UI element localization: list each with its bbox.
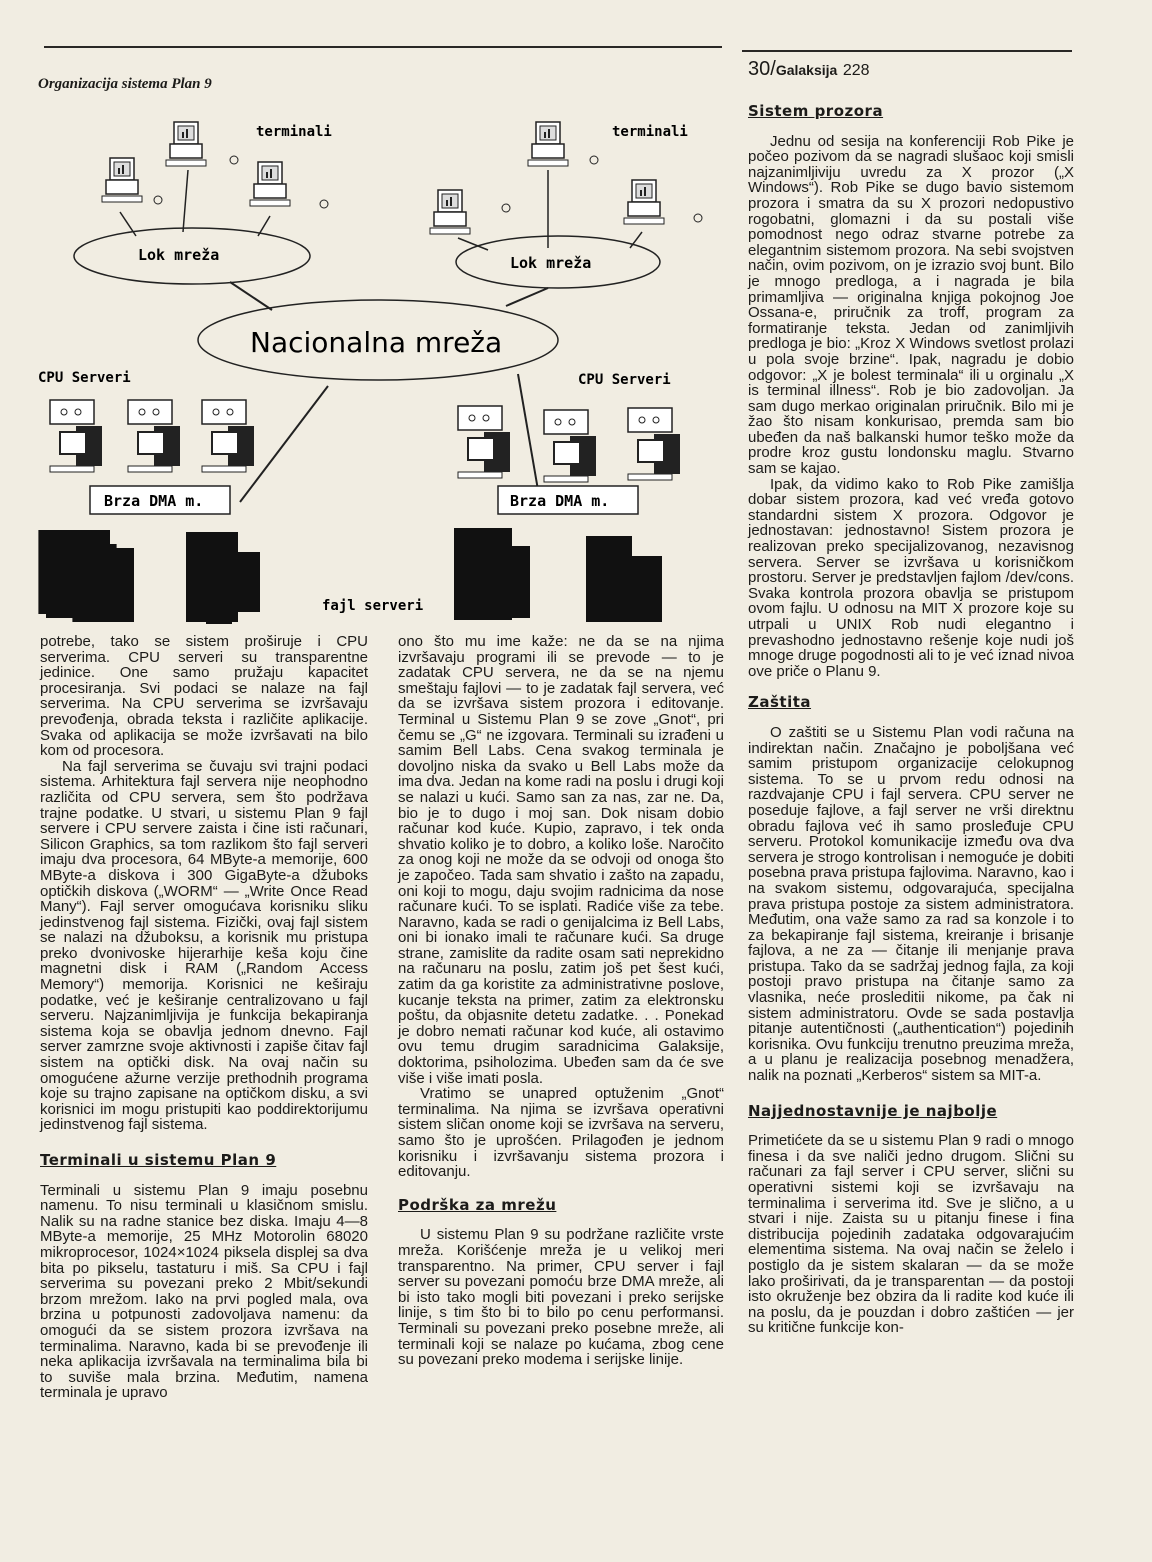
terminal-icon (166, 122, 206, 166)
header-rule-right (742, 50, 1072, 52)
col1-paragraph-3: Terminali u sistemu Plan 9 imaju posebnu namenu. To nisu terminali u klasičnom smislu. Nalik su na radne stanice bez diska. Imaju 4—8 MByte-a memorije, 25 MHz Motorolin 68020 mikroprocesor, 1024×1024 piksela displej sa dva bita po pikselu, tastaturu i miš. Sa CPU i fajl serverima su povezani preko 2 Mbit/sekundi brzom mrežom. Iako na prvi pogled mala, ova brzina u potpunosti zadovoljava namenu: da omogući da se sistem prozora izvršava na terminalima. Naravno, kada bi se prevođenje ili neka aplikacija izvršavala na terminalima bila bi to suviše mala brzina. Međutim, namena terminala je upravo (40, 1181, 368, 1402)
column-2 (398, 634, 724, 1368)
col2-paragraph-2: Vratimo se unapred optuženim „Gnot“ terminalima. Na njima se izvršava operativni sistem sličan onome koji se izvršava na serveru, samo što je uprošćen. Prilagođen je jednom korisniku i izvršavanju sistema prozora i editovanju. (398, 1085, 724, 1181)
col3-paragraph-2: Ipak, da vidimo kako to Rob Pike zamišlja dobar sistem prozora, kad već vređa gotovo standardni sistem X prozora. Odgovor je jednostavan: jednostavno! Sistem prozora je realizovan preko specijalizovanog, nezavisnog servera. Server se izvršava u korisničkom prostoru. Server je predstavljen fajlom /dev/cons. Svaka kontrola prozora obavlja se pristupom ovom fajlu. U odnosu na MIT X prozore koje su utrpali u UNIX Rob nudi elegantno i prevashodno jednostavno rešenje koje nudi još mnoge druge pogodnosti ali to je već iznad nivoa ove priče o Planu 9. (748, 475, 1074, 680)
terminal-icon (528, 122, 568, 166)
cpu-server-icon (458, 406, 510, 478)
lan-left-label: Lok mreža (138, 246, 220, 264)
col3-paragraph-3: O zaštiti se u Sistemu Plan vodi računa na indirektan način. Značajno je poboljšana već samim pristupom organizacije celokupnog sistema. To se u prvom redu odnosi na razdvajanje CPU i fajl servera. CPU server ne poseduje fajlove, a fajl server ne vrši direktnu obradu fajlova već ih samo prosleđuje CPU serveru. Protokol komunikacije između ova dva servera je strogo kontrolisan i nemoguće je dobiti posebna prava pristupa fajlovima. Naravno, kao i na svakom sistemu, odgovarajuća, specijalna prava pristupa postoje za sistem administratora. Međutim, ona važe samo za rad sa konzole i to za bekapiranje fajl sistema, kreiranje i brisanje fajlova, a ne za — čitanje ili menjanje prava pristupa. Tako da se sadržaj jednog fajla, za koji postoji pravo pristupa na čitanje samo za vlasnika, neće prosleditii nikome, pa čak ni sistem administratoru. Ovde se sada postavlja pitanje autentičnosti („authentication“) pojedinih korisnika. Ovu funkciju trenutno preuzima mreža, a u planu je realizacija posebnog menadžera, nalik na poznati „Kerberos“ sistem sa MIT-a. (748, 723, 1075, 1085)
col3-paragraph-1: Jednu od sesija na konferenciji Rob Pike je počeo pozivom da se nagradi slušaoc koji smisli najzanimljiviju uvredu za X prozor („X Windows“). Rob Pike se dugo bavio sistemom prozora i smatra da su X prozori nedopustivo rogobatni, glomazni i da su postali više pomodnost nego odraz stvarne potrebe za elegantnim sistemom prozora. Na sebi svojstven način, ovim pozivom, on je izrazio svoj bunt. Bilo je mnogo predloga, a i nagrada je bila primamljiva — originalna knjiga pokojnog Joe Ossana-e, priručnik za troff, program za formatiranje teksta. Jedan od zanimljivih predloga je bio: „Kroz X Windows svetlost prolazi u pola svoje brzine“. Ipak, nagradu je dobio odgovor: „X je bolest terminala“ ili u orginalu „X is terminal illness“. Rob je bio zadovoljan. Ja sam dugo merkao originalan priručnik. Bilo mi je žao što nisam konkurisao, premda sam bio ubeđen da naš balkanski humor teško može da prodre kroz gustu londonsku maglu. Stvarno sam se kajao. (748, 132, 1074, 478)
cpu-servers-left-label: CPU Serveri (38, 370, 131, 386)
terminals-right-label: terminali (612, 124, 688, 140)
national-network-label: Nacionalna mreža (250, 326, 503, 359)
lan-right-label: Lok mreža (510, 254, 592, 272)
page-number: 30/Galaksija 228 (748, 58, 870, 80)
col1-paragraph-2: Na fajl serverima se čuvaju svi trajni podaci sistema. Arhitektura fajl servera nije neophodno različita od CPU servera, sem što podržava trajne podatke. U stvari, u sistemu Plan 9 fajl servere i CPU servere zaista i čine isti računari, Silicon Graphics, sa tom razlikom što fajl serveri imaju dva procesora, 64 MByte-a memorije, 600 MByte-a diskova i 300 GigaByte-a džuboks optičkih diskova („WORM“ — „Write Once Read Many“). Fajl server omogućava korisniku sliku jedinstvenog fajl sistema. Fizički, ovaj fajl sistem se nalazi na džuboksu, a korisnik mu pristupa preko dvonivoske hijerarhije keša koju čine magnetni disk i RAM („Random Access Memory“) memorija. Korisnici ne keširaju podatke, već je keširanje centralizovano u fajl serveru. Najzanimljivija je funkcija bekapiranja sistema koja se obavlja jednom dnevno. Fajl server zamrzne svoje aktivnosti i zapiše čitav fajl sistem na optički disk. Na ovaj način su omogućene ažurne verzije prethodnih programa koje su trajno zapisane na optičkom disku, a svi korisnici im mogu pristupiti kao poddirektorijumu jedinstvenog fajl sistema. (40, 757, 368, 1134)
column-1 (40, 634, 368, 1401)
cpu-server-icon (128, 400, 180, 472)
col2-paragraph-1: ono što mu ime kaže: ne da se na njima izvršavaju programi ili se prevode — to je zadatak CPU servera, ne da se na njemu smeštaju fajlovi — to je zadatak fajl servera, već da se izvršava sistem prozora i editovanje. Terminal u Sistemu Plan 9 se zove „Gnot“, pri čemu se „G“ ne izgovara. Terminali su izrađeni u samim Bell Labs. Cena svakog terminala je dovoljno niska da svako u Bell Labs može da ima dva. Jedan na kome radi na poslu i drugi koji se nalazi u kući. Samo san za nas, zar ne. Da, bio je to dugo i moj san. Dok nisam dobio računar kod kuće. Kupio, zapravo, i tek onda shvatio koliko je to dobro, a koliko loše. Naročito za onog koji ne može da se odvoji od onoga što je započeo. Tada sam shvatio i zašto na zapadu, oni koji to mogu, daju svojim radnicima da nose računare kući. To se isplati. Radiće više za tebe. Naravno, kada se radi o genijalcima iz Bell Labs, oni bi ionako imali te računare kući. Sa druge strane, zamislite da radite osam sati neprekidno na računaru na poslu, zatim još pet šest kući, zatim da ga koristite za administrativne poslove, kucanje teksta na primer, zatim za elektronsku poštu, da objasnite detetu zadatke. . . Ponekad je dobro nemati računar kod kuće, ali ostavimo ovu temu drugim saradnicima Galaksije, doktorima, psiholozima. Ubeđen sam da će sve više i više imati posla. (398, 633, 724, 1087)
network-diagram (18, 100, 728, 635)
terminal-icon (430, 190, 470, 234)
cpu-server-icon (544, 410, 596, 482)
col1-heading-terminals: Terminali u sistemu Plan 9 (40, 1151, 277, 1169)
terminal-icon (250, 162, 290, 206)
file-servers-label: fajl serveri (322, 598, 424, 614)
col2-heading-network: Podrška za mrežu (398, 1195, 557, 1214)
cpu-server-icon (628, 408, 680, 480)
col3-heading-simplest: Najjednostavnije je najbolje (748, 1101, 998, 1120)
terminal-icon (624, 180, 664, 224)
column-3 (748, 104, 1074, 1336)
running-title: Organizacija sistema Plan 9 (38, 76, 212, 92)
cpu-server-icon (50, 400, 102, 472)
col2-paragraph-3: U sistemu Plan 9 su podržane različite vrste mreža. Korišćenje mreža je u velikoj meri transparentno. Na primer, CPU server i fajl server su povezani pomoću brze DMA mreže, ali bi isto tako mogli biti povezani i preko serijske linije, s tim što bi to bilo po cenu performansi. Terminali su povezani preko posebne mreže, ali terminali koji se nalaze po kućama, zbog cene su povezani preko modema i serijske linije. (398, 1226, 724, 1369)
terminals-left-label: terminali (256, 124, 332, 140)
col3-heading-security: Zaštita (748, 693, 812, 712)
col1-paragraph-1: potrebe, tako se sistem proširuje i CPU serverima. CPU serveri su transparentne jedinice. One samo pružaju kapacitet procesiranja. Svi podaci se nalaze na fajl serverima. Na CPU serverima se izvršavaju prevođenja, obrada teksta i različite aplikacije. Svaka od aplikacija se može izvršavati na bilo kom od procesora. (40, 633, 368, 760)
col3-heading-windows: Sistem prozora (748, 102, 884, 120)
terminal-icon (102, 158, 142, 202)
cpu-servers-right-label: CPU Serveri (578, 372, 671, 388)
col3-paragraph-4: Primetićete da se u sistemu Plan 9 radi o mnogo finesa i da sve naliči jedno drugom. Slični su računari za fajl server i CPU server, slični su operativni sistemi koji se izvršavaju na terminalima i serverima itd. Sve je slično, a u stvari i nije. Zaista su u pitanju finese i fina distribucija pojedinih zadataka odgovarajućim elementima sistema. Na ovaj način se želelo i postiglo da je sistem skalaran — da se može lako proširivati, da je transparentan — da postoji isto okruženje bez obzira da li radite kod kuće ili na poslu, da je pouzdan i dobro zaštićen — jer su kritične funkcije kon- (748, 1132, 1074, 1337)
header-rule-left (44, 46, 722, 48)
dma-right-label: Brza DMA m. (510, 492, 610, 510)
cpu-server-icon (202, 400, 254, 472)
dma-left-label: Brza DMA m. (104, 492, 204, 510)
